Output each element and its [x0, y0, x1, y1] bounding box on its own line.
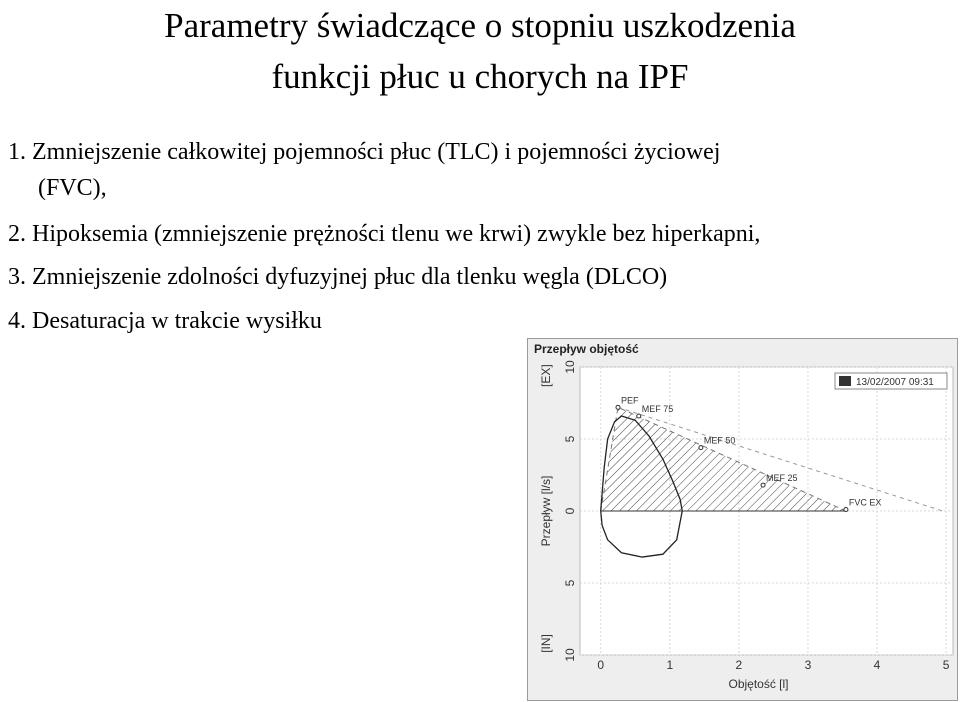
list-item-text: (FVC), [38, 175, 107, 201]
annotation-label: MEF 75 [641, 403, 674, 414]
slide-title-line-1: Parametry świadczące o stopniu uszkodzenia [164, 6, 796, 45]
y-tick-label: 10 [563, 648, 577, 662]
annotation-marker [637, 414, 641, 418]
annotation-marker [616, 405, 620, 409]
list-item [8, 139, 720, 166]
y-axis-label-bottom: [IN] [539, 634, 553, 653]
y-tick-label: 5 [563, 435, 577, 443]
flow-volume-chart [528, 339, 959, 702]
slide-title-line-2: funkcji płuc u chorych na IPF [271, 57, 689, 96]
slide-title [0, 0, 960, 102]
list-item-text: Zmniejszenie zdolności dyfuzyjnej płuc dla tlenku węgla (DLCO) [32, 264, 668, 290]
y-tick-label: 0 [563, 507, 577, 515]
annotation-marker [699, 446, 703, 450]
list-item-number: 1. [8, 139, 26, 165]
legend-date: 13/02/2007 09:31 [856, 377, 934, 388]
list-item-number: 3. [8, 264, 26, 290]
list-item-continuation [38, 175, 107, 202]
x-tick-label: 0 [597, 658, 605, 672]
annotation-marker [844, 508, 848, 512]
list-item-number: 4. [8, 308, 26, 334]
list-item-text: Zmniejszenie całkowitej pojemności płuc (TLC) i pojemności życiowej [32, 139, 721, 165]
annotation-label: MEF 25 [766, 473, 798, 484]
y-axis-label: Przepływ [l/s] [539, 475, 553, 547]
legend-swatch [839, 376, 851, 386]
list-item [8, 308, 322, 335]
annotation-label: MEF 50 [703, 435, 736, 446]
y-tick-label: 5 [563, 579, 577, 587]
x-tick-label: 2 [735, 658, 743, 672]
list-item-text: Desaturacja w trakcie wysiłku [32, 308, 322, 334]
y-tick-label: 10 [563, 360, 577, 374]
y-axis-label-top: [EX] [539, 364, 553, 387]
list-item [8, 221, 760, 248]
annotation-label: PEF [620, 395, 639, 406]
x-tick-label: 1 [666, 658, 674, 672]
list-item [8, 264, 667, 291]
annotation-marker [761, 483, 765, 487]
x-axis-label: Objętość [l] [728, 677, 789, 691]
list-item-number: 2. [8, 221, 26, 247]
flow-volume-chart-panel [527, 338, 958, 701]
x-tick-label: 3 [804, 658, 812, 672]
x-tick-label: 4 [873, 658, 881, 672]
annotation-label: FVC EX [848, 497, 882, 508]
x-tick-label: 5 [942, 658, 950, 672]
list-item-text: Hipoksemia (zmniejszenie prężności tlenu we krwi) zwykle bez hiperkapni, [32, 221, 761, 247]
chart-panel-title: Przepływ objętość [534, 342, 639, 356]
